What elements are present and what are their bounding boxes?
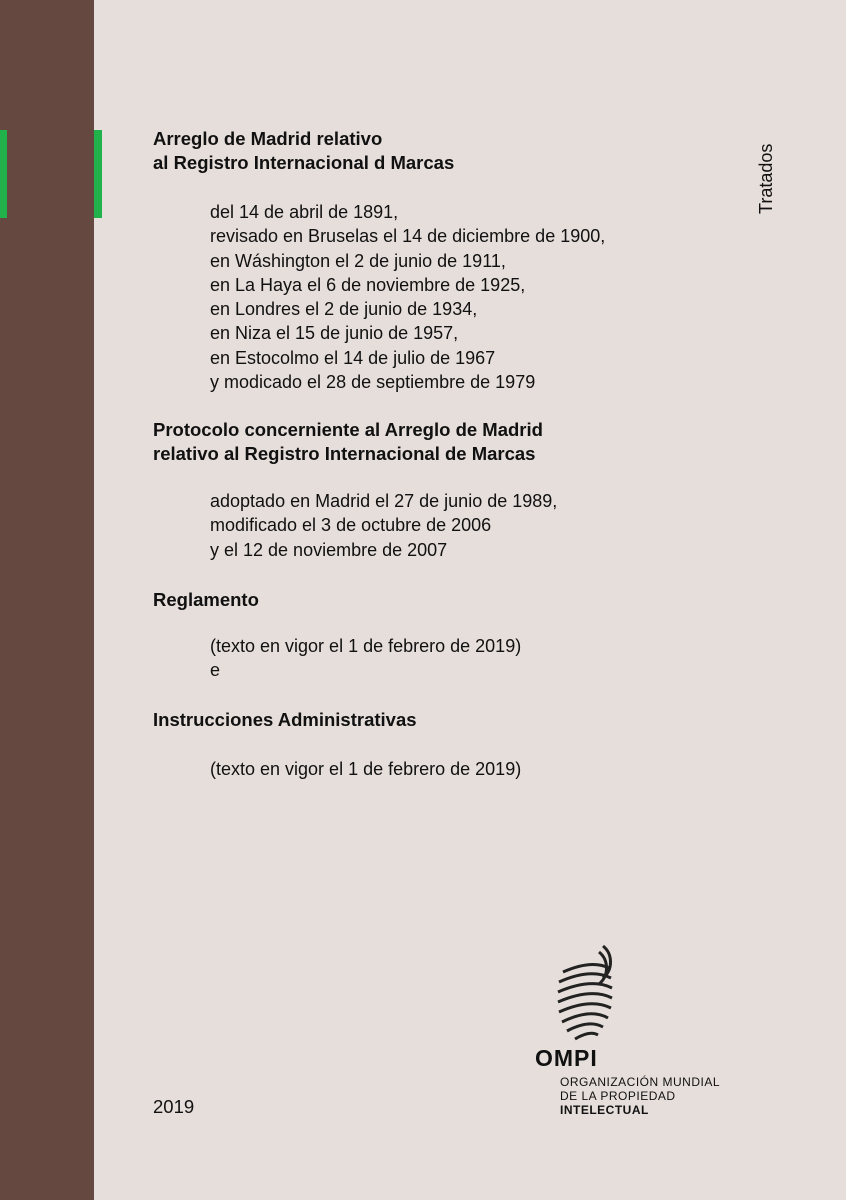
series-label: Tratados [756, 143, 776, 214]
section-details-protocolo: adoptado en Madrid el 27 de junio de 1989, modificado el 3 de octubre de 2006 y el 12 de noviembre de 2007 [210, 491, 558, 560]
cover-spine [0, 0, 94, 1200]
section-details-instrucciones: (texto en vigor el 1 de febrero de 2019) [210, 759, 522, 779]
section-title-protocolo: Protocolo concerniente al Arreglo de Madrid relativo al Registro Internacional de Marcas [153, 419, 543, 464]
ompi-globe-icon [555, 942, 615, 1044]
publication-year: 2019 [153, 1096, 195, 1117]
logo-organization-name: ORGANIZACIÓN MUNDIAL DE LA PROPIEDAD INTELECTUAL [560, 1075, 721, 1117]
section-details-reglamento: (texto en vigor el 1 de febrero de 2019) e [210, 636, 522, 681]
logo-acronym: OMPI [535, 1045, 598, 1071]
green-accent-bar-left [0, 130, 7, 218]
green-accent-bar-right [94, 130, 102, 218]
section-title-instrucciones: Instrucciones Administrativas [153, 709, 417, 730]
section-title-arreglo: Arreglo de Madrid relativo al Registro Internacional d Marcas [153, 128, 455, 173]
section-title-reglamento: Reglamento [153, 589, 259, 610]
section-details-arreglo: del 14 de abril de 1891, revisado en Bruselas el 14 de diciembre de 1900, en Wáshington el 2 de junio de 1911, en La Haya el 6 de noviembre de 1925, en Londres el 2 de junio de 1934, en Niza el 15 de junio de 1957, en Estocolmo el 14 de julio de 1967 y modicado el 28 de septiembre de 1979 [210, 202, 606, 393]
